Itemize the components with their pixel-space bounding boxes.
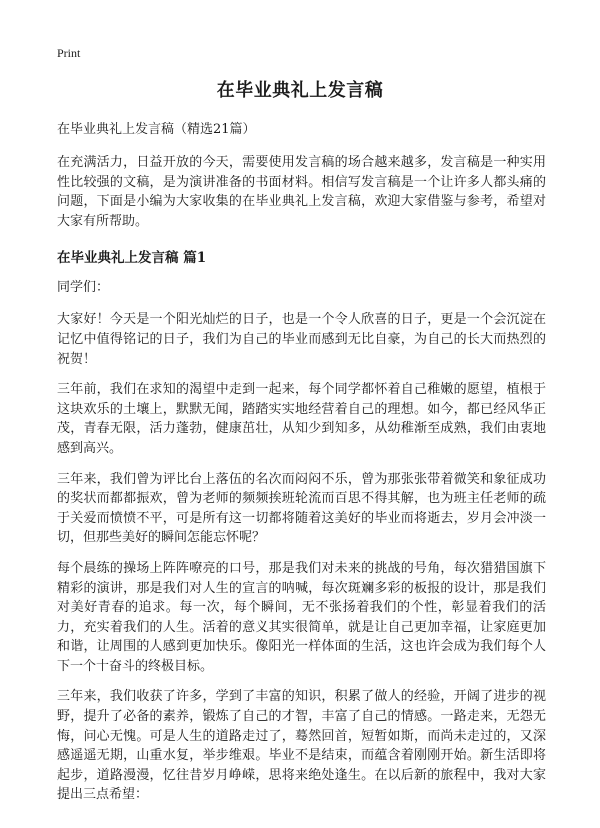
document-body [57,120,546,816]
document-subtitle: 在毕业典礼上发言稿（精选21篇） [57,122,256,137]
salutation: 同学们： [57,280,110,296]
intro-paragraph: 在充满活力，日益开放的今天，需要使用发言稿的场合越来越多，发言稿是一种实用性比较强的文稿，是为演讲准备的书面材料。相信写发言稿是一个让许多人都头痛的问题，下面是小编为大家收集的在毕业典礼上发言稿，欢迎大家借鉴与参考，希望对大家有所帮助。 [57,155,546,229]
body-paragraph: 大家好！今天是一个阳光灿烂的日子，也是一个令人欣喜的日子，更是一个会沉淀在记忆中值得铭记的日子，我们为自己的毕业而感到无比自豪，为自己的长大而热烈的祝贺！ [57,312,546,367]
section-heading: 在毕业典礼上发言稿 篇1 [57,250,207,267]
body-paragraph: 三年前，我们在求知的渴望中走到一起来，每个同学都怀着自己稚嫩的愿望，植根于这块欢乐的土壤上，默默无闻，踏踏实实地经营着自己的理想。如今，都已经风华正茂，青春无限，活力蓬勃，健康茁壮，从知少到知多，从幼稚渐至成熟，我们由衷地感到高兴。 [57,382,546,456]
page-title: 在毕业典礼上发言稿 [216,80,384,101]
print-link[interactable]: Print [57,46,81,60]
body-paragraph: 每个晨练的操场上阵阵嘹亮的口号，那是我们对未来的挑战的号角，每次猎猎国旗下精彩的演讲，那是我们对人生的宣言的呐喊，每次斑斓多彩的板报的设计，那是我们对美好青春的追求。每一次，每个瞬间，无不张扬着我们的个性，彰显着我们的活力，充实着我们的人生。活着的意义其实很简单，就是让自己更加幸福，让家庭更加和谐，让周围的人感到更加快乐。像阳光一样体面的生活，这也许会成为我们每个人下一个十奋斗的终极目标。 [57,560,546,674]
body-paragraph: 三年来，我们收获了许多，学到了丰富的知识，积累了做人的经验，开阔了进步的视野，提升了必备的素养，锻炼了自己的才智，丰富了自己的情感。一路走来，无怨无悔，问心无愧。可是人生的道路走过了，蓦然回首，短暂如斯，而尚未走过的，又深感遥遥无期，山重水复，举步维艰。毕业不是结束，而蕴含着刚刚开始。新生活即将起步，道路漫漫，忆往昔岁月峥嵘，思将来绝处逢生。在以后新的旅程中，我对大家提出三点希望： [57,689,546,803]
body-paragraph: 三年来，我们曾为评比台上落伍的名次而闷闷不乐，曾为那张张带着微笑和象征成功的奖状而都都振欢，曾为老师的频频挨班轮流而百思不得其解，也为班主任老师的疏于关爱而愤愤不平，可是所有这一切都将随着这美好的毕业而将逝去，岁月会冲淡一切，但那些美好的瞬间怎能忘怀呢？ [57,471,546,546]
